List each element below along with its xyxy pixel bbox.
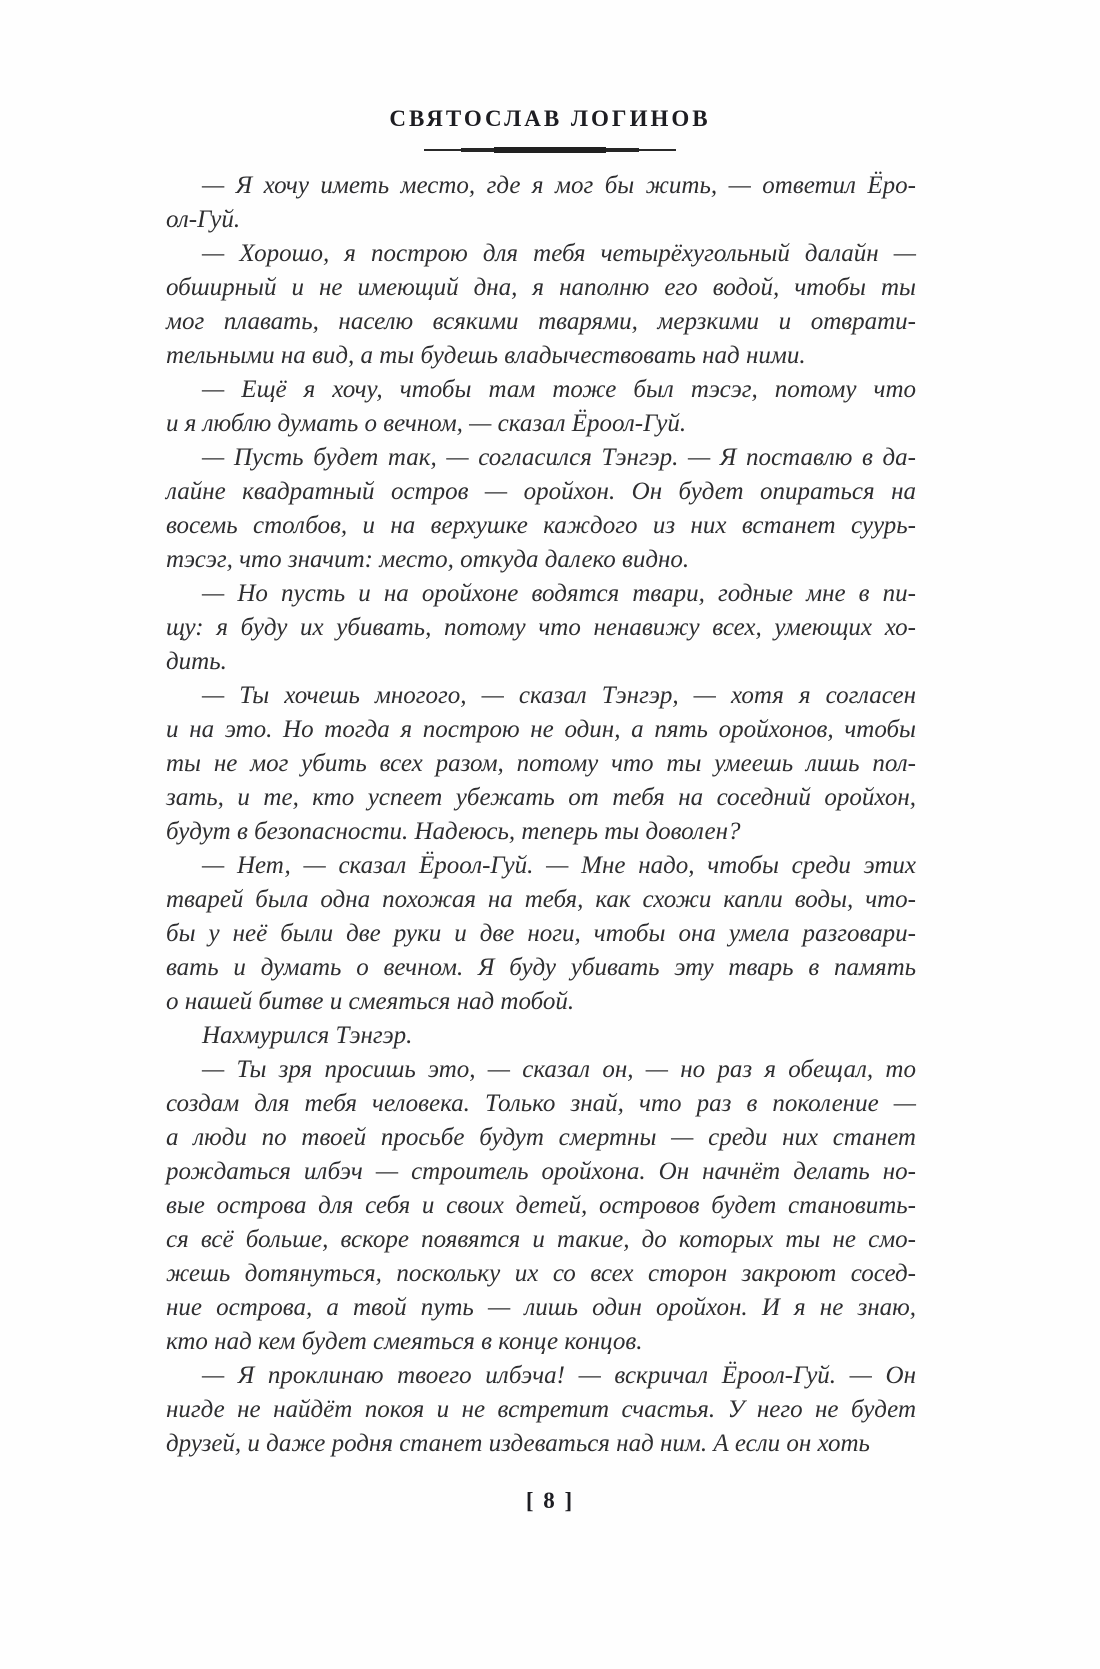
text-line: — Хорошо, я построю для тебя четырёхугольный далайн — — [202, 240, 916, 267]
text-block — [166, 169, 916, 1461]
text-line: ол-Гуй. — [166, 206, 241, 233]
divider-thick-rule — [494, 147, 606, 153]
text-line: друзей, и даже родня станет издеваться над ним. А если он хоть — [166, 1430, 870, 1457]
text-line: — Но пусть и на оройхоне водятся твари, годные мне в пи- — [202, 580, 916, 607]
page-number: [ 8 ] — [525, 1488, 575, 1513]
text-line: ся всё больше, вскоре появятся и такие, до которых ты не смо- — [166, 1226, 916, 1253]
header-divider-ornament — [424, 147, 676, 153]
text-line: тварей была одна похожая на тебя, как схожи капли воды, что- — [166, 886, 916, 913]
text-line: о нашей битве и смеяться над тобой. — [166, 988, 575, 1015]
text-line: а люди по твоей просьбе будут смертны — среди них станет — [166, 1124, 916, 1151]
text-line: — Ты хочешь многого, — сказал Тэнгэр, — хотя я согласен — [202, 682, 916, 709]
text-line: ние острова, а твой путь — лишь один оройхон. И я не знаю, — [166, 1294, 916, 1321]
text-line: вые острова для себя и своих детей, островов будет становить- — [166, 1192, 916, 1219]
text-line: ты не мог убить всех разом, потому что ты умеешь лишь пол- — [166, 750, 916, 777]
text-line: и на это. Но тогда я построю не один, а пять оройхонов, чтобы — [166, 716, 916, 743]
text-line: кто над кем будет смеяться в конце концов. — [166, 1328, 643, 1355]
text-line: лайне квадратный остров — оройхон. Он будет опираться на — [166, 478, 916, 505]
text-line: создам для тебя человека. Только знай, что раз в поколение — — [166, 1090, 916, 1117]
text-line: — Нет, — сказал Ёроол-Гуй. — Мне надо, чтобы среди этих — [202, 852, 916, 879]
text-line: тельными на вид, а ты будешь владычествовать над ними. — [166, 342, 806, 369]
text-line: Нахмурился Тэнгэр. — [202, 1022, 413, 1049]
text-line: бы у неё были две руки и две ноги, чтобы она умела разговари- — [166, 920, 916, 947]
author-name: СВЯТОСЛАВ ЛОГИНОВ — [389, 106, 711, 131]
text-line: тэсэг, что значит: место, откуда далеко видно. — [166, 546, 690, 573]
text-line: вать и думать о вечном. Я буду убивать эту тварь в память — [166, 954, 916, 981]
text-line: рождаться илбэч — строитель оройхона. Он начнёт делать но- — [166, 1158, 916, 1185]
text-line: восемь столбов, и на верхушке каждого из них встанет суурь- — [166, 512, 916, 539]
text-line: — Я хочу иметь место, где я мог бы жить, — ответил Ёро- — [202, 172, 916, 199]
text-line: обширный и не имеющий дна, я наполню его водой, чтобы ты — [166, 274, 916, 301]
text-line: — Ещё я хочу, чтобы там тоже был тэсэг, потому что — [202, 376, 916, 403]
text-line: щу: я буду их убивать, потому что ненавижу всех, умеющих хо- — [166, 614, 916, 641]
text-line: дить. — [166, 648, 227, 675]
text-line: — Я проклинаю твоего илбэча! — вскричал Ёроол-Гуй. — Он — [202, 1362, 916, 1389]
text-line: будут в безопасности. Надеюсь, теперь ты доволен? — [166, 818, 741, 845]
text-line: — Пусть будет так, — согласился Тэнгэр. — Я поставлю в да- — [202, 444, 916, 471]
text-line: и я люблю думать о вечном, — сказал Ёроол-Гуй. — [166, 410, 687, 437]
text-line: зать, и те, кто успеет убежать от тебя на соседний оройхон, — [166, 784, 916, 811]
text-line: нигде не найдёт покоя и не встретит счастья. У него не будет — [166, 1396, 916, 1423]
text-line: — Ты зря просишь это, — сказал он, — но раз я обещал, то — [202, 1056, 916, 1083]
text-line: жешь дотянуться, поскольку их со всех сторон закроют сосед- — [166, 1260, 916, 1287]
text-line: мог плавать, населю всякими тварями, мерзкими и отврати- — [166, 308, 916, 335]
